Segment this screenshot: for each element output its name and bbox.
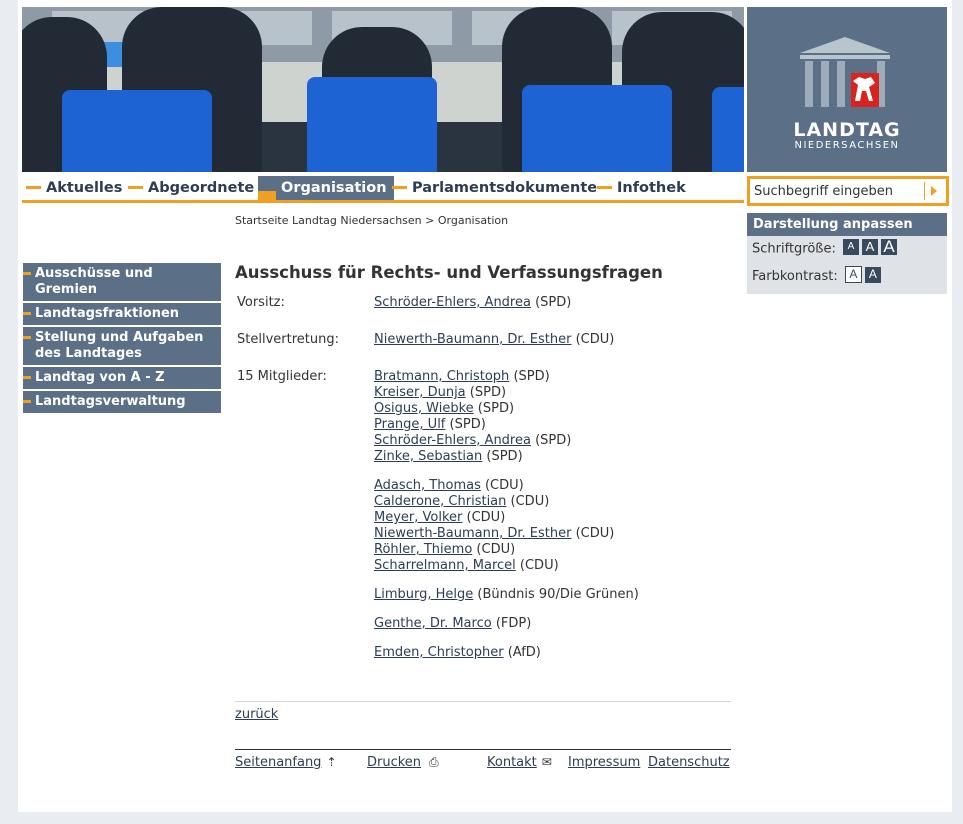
arrow-right-icon bbox=[931, 186, 937, 196]
party-label: (CDU) bbox=[476, 542, 516, 557]
logo-title: LANDTAG bbox=[793, 119, 901, 141]
party-label: (CDU) bbox=[575, 526, 615, 541]
main-nav bbox=[22, 176, 744, 203]
chair-value bbox=[374, 295, 571, 311]
members-list bbox=[374, 369, 639, 674]
member-link[interactable]: Röhler, Thiemo bbox=[374, 542, 473, 557]
back-to-top-link[interactable]: Seitenanfang bbox=[235, 755, 322, 770]
party-label: (CDU) bbox=[484, 478, 524, 493]
font-size-medium-button[interactable]: A bbox=[862, 239, 878, 255]
nav-marker bbox=[258, 191, 276, 200]
search-box bbox=[747, 176, 949, 206]
font-size-label: Schriftgröße: bbox=[752, 241, 836, 257]
member-link[interactable]: Calderone, Christian bbox=[374, 494, 507, 509]
member-group bbox=[374, 369, 639, 465]
header-photo bbox=[22, 7, 744, 172]
nav-marker bbox=[392, 186, 407, 189]
member-link[interactable]: Schröder-Ehlers, Andrea bbox=[374, 433, 531, 448]
breadcrumb[interactable]: Startseite Landtag Niedersachsen > Organisation bbox=[235, 214, 509, 227]
member-link[interactable]: Kreiser, Dunja bbox=[374, 385, 466, 400]
parliament-building-icon bbox=[795, 35, 895, 115]
contact-link[interactable]: Kontakt bbox=[487, 755, 537, 770]
member-group bbox=[374, 478, 639, 574]
contrast-high-button[interactable]: A bbox=[865, 267, 881, 283]
page-title: Ausschuss für Rechts- und Verfassungsfragen bbox=[235, 263, 663, 282]
nav-marker bbox=[128, 186, 143, 189]
display-settings-panel bbox=[747, 213, 947, 294]
member-row bbox=[374, 558, 639, 574]
nav-marker bbox=[26, 186, 41, 189]
footer-print-item bbox=[367, 755, 439, 770]
member-link[interactable]: Zinke, Sebastian bbox=[374, 449, 483, 464]
party-label: (SPD) bbox=[469, 385, 507, 400]
print-link[interactable]: Drucken bbox=[367, 755, 422, 770]
sidebar-item-label: Landtagsverwaltung bbox=[35, 394, 186, 409]
nav-item-infothek[interactable] bbox=[597, 176, 686, 200]
sidebar-marker bbox=[23, 312, 31, 315]
sidebar-marker bbox=[23, 272, 31, 275]
member-group bbox=[374, 587, 639, 603]
footer-privacy-item bbox=[648, 755, 730, 770]
nav-item-label: Abgeordnete bbox=[148, 180, 255, 196]
search-submit-button[interactable] bbox=[924, 182, 943, 200]
party-label: (AfD) bbox=[507, 645, 541, 660]
deputy-value bbox=[374, 332, 614, 348]
party-label: (SPD) bbox=[535, 433, 572, 448]
members-label: 15 Mitglieder: bbox=[237, 369, 327, 384]
member-link[interactable]: Scharrelmann, Marcel bbox=[374, 558, 516, 573]
nav-item-label: Organisation bbox=[281, 180, 387, 196]
nav-item-label: Infothek bbox=[617, 180, 686, 196]
font-size-row bbox=[752, 237, 897, 257]
member-link[interactable]: Emden, Christopher bbox=[374, 645, 504, 660]
sidebar-marker bbox=[23, 400, 31, 403]
nav-item-label: Parlamentsdokumente bbox=[412, 180, 598, 196]
sidebar-item-fraktionen[interactable] bbox=[23, 303, 221, 325]
page bbox=[18, 0, 952, 812]
member-row bbox=[374, 417, 639, 433]
nav-item-label: Aktuelles bbox=[46, 180, 123, 196]
member-link[interactable]: Limburg, Helge bbox=[374, 587, 474, 602]
member-row bbox=[374, 587, 639, 603]
member-group bbox=[374, 616, 639, 632]
landtag-logo[interactable] bbox=[747, 7, 947, 172]
display-settings-title: Darstellung anpassen bbox=[747, 213, 947, 236]
sidebar-item-stellung[interactable] bbox=[23, 327, 221, 365]
member-link[interactable]: Prange, Ulf bbox=[374, 417, 446, 432]
party-label: (CDU) bbox=[466, 510, 506, 525]
member-group bbox=[374, 645, 639, 661]
divider bbox=[235, 701, 731, 702]
party-label: (SPD) bbox=[477, 401, 515, 416]
member-link[interactable]: Meyer, Volker bbox=[374, 510, 463, 525]
nav-item-abgeordnete[interactable] bbox=[128, 176, 254, 200]
mail-icon: ✉ bbox=[541, 755, 552, 769]
member-row bbox=[374, 401, 639, 417]
chair-label: Vorsitz: bbox=[237, 295, 285, 310]
party-label: (CDU) bbox=[510, 494, 550, 509]
footer-divider bbox=[235, 749, 731, 750]
deputy-label: Stellvertretung: bbox=[237, 332, 339, 347]
back-link[interactable]: zurück bbox=[235, 707, 279, 722]
party-label: (Bündnis 90/Die Grünen) bbox=[477, 587, 639, 602]
contrast-normal-button[interactable]: A bbox=[845, 266, 862, 283]
member-row bbox=[374, 385, 639, 401]
sidebar-marker bbox=[23, 336, 31, 339]
member-row bbox=[374, 478, 639, 494]
arrow-up-icon: ⇡ bbox=[326, 755, 337, 769]
member-row bbox=[374, 616, 639, 632]
sidebar-item-label: Landtagsfraktionen bbox=[35, 306, 180, 321]
sidebar-item-label: Stellung und Aufgaben des Landtages bbox=[35, 330, 204, 361]
party-label: (SPD) bbox=[449, 417, 486, 432]
font-size-small-button[interactable]: A bbox=[843, 239, 859, 255]
printer-icon: ⎙ bbox=[429, 755, 439, 769]
sidebar-item-a-z[interactable] bbox=[23, 367, 221, 389]
party-label: (CDU) bbox=[575, 332, 615, 347]
privacy-link[interactable]: Datenschutz bbox=[648, 755, 730, 770]
party-label: (FDP) bbox=[495, 616, 532, 631]
member-row bbox=[374, 369, 639, 385]
nav-item-parlamentsdokumente[interactable] bbox=[392, 176, 597, 200]
member-link[interactable]: Niewerth-Baumann, Dr. Esther bbox=[374, 332, 572, 347]
footer-contact-item bbox=[487, 755, 552, 770]
sidebar-item-ausschuesse[interactable] bbox=[23, 263, 221, 301]
member-row bbox=[374, 510, 639, 526]
member-row bbox=[374, 526, 639, 542]
footer-imprint-item bbox=[568, 755, 640, 770]
logo-subtitle: NIEDERSACHSEN bbox=[794, 140, 900, 151]
imprint-link[interactable]: Impressum bbox=[568, 755, 641, 770]
member-row bbox=[374, 494, 639, 510]
member-row bbox=[374, 645, 639, 661]
footer-top-item bbox=[235, 755, 337, 770]
member-link[interactable]: Adasch, Thomas bbox=[374, 478, 481, 493]
sidebar-item-verwaltung[interactable] bbox=[23, 391, 221, 413]
member-link[interactable]: Osigus, Wiebke bbox=[374, 401, 474, 416]
member-row bbox=[374, 449, 639, 465]
sidebar-nav bbox=[23, 263, 221, 415]
member-link[interactable]: Bratmann, Christoph bbox=[374, 369, 510, 384]
nav-item-organisation[interactable] bbox=[258, 176, 394, 200]
sidebar-marker bbox=[23, 376, 31, 379]
party-label: (SPD) bbox=[535, 295, 572, 310]
party-label: (SPD) bbox=[486, 449, 523, 464]
party-label: (SPD) bbox=[513, 369, 550, 384]
font-size-large-button[interactable]: A bbox=[881, 239, 897, 255]
contrast-label: Farbkontrast: bbox=[752, 269, 838, 284]
party-label: (CDU) bbox=[519, 558, 559, 573]
member-link[interactable]: Genthe, Dr. Marco bbox=[374, 616, 492, 631]
sidebar-item-label: Ausschüsse und Gremien bbox=[35, 266, 153, 297]
search-input[interactable] bbox=[750, 179, 923, 203]
sidebar-item-label: Landtag von A - Z bbox=[35, 370, 165, 385]
member-link[interactable]: Niewerth-Baumann, Dr. Esther bbox=[374, 526, 572, 541]
contrast-row bbox=[752, 268, 881, 285]
member-row bbox=[374, 433, 639, 449]
member-row bbox=[374, 542, 639, 558]
nav-item-aktuelles[interactable] bbox=[26, 176, 122, 200]
back-link-row bbox=[235, 707, 278, 722]
member-link[interactable]: Schröder-Ehlers, Andrea bbox=[374, 295, 531, 310]
nav-marker bbox=[597, 186, 612, 189]
